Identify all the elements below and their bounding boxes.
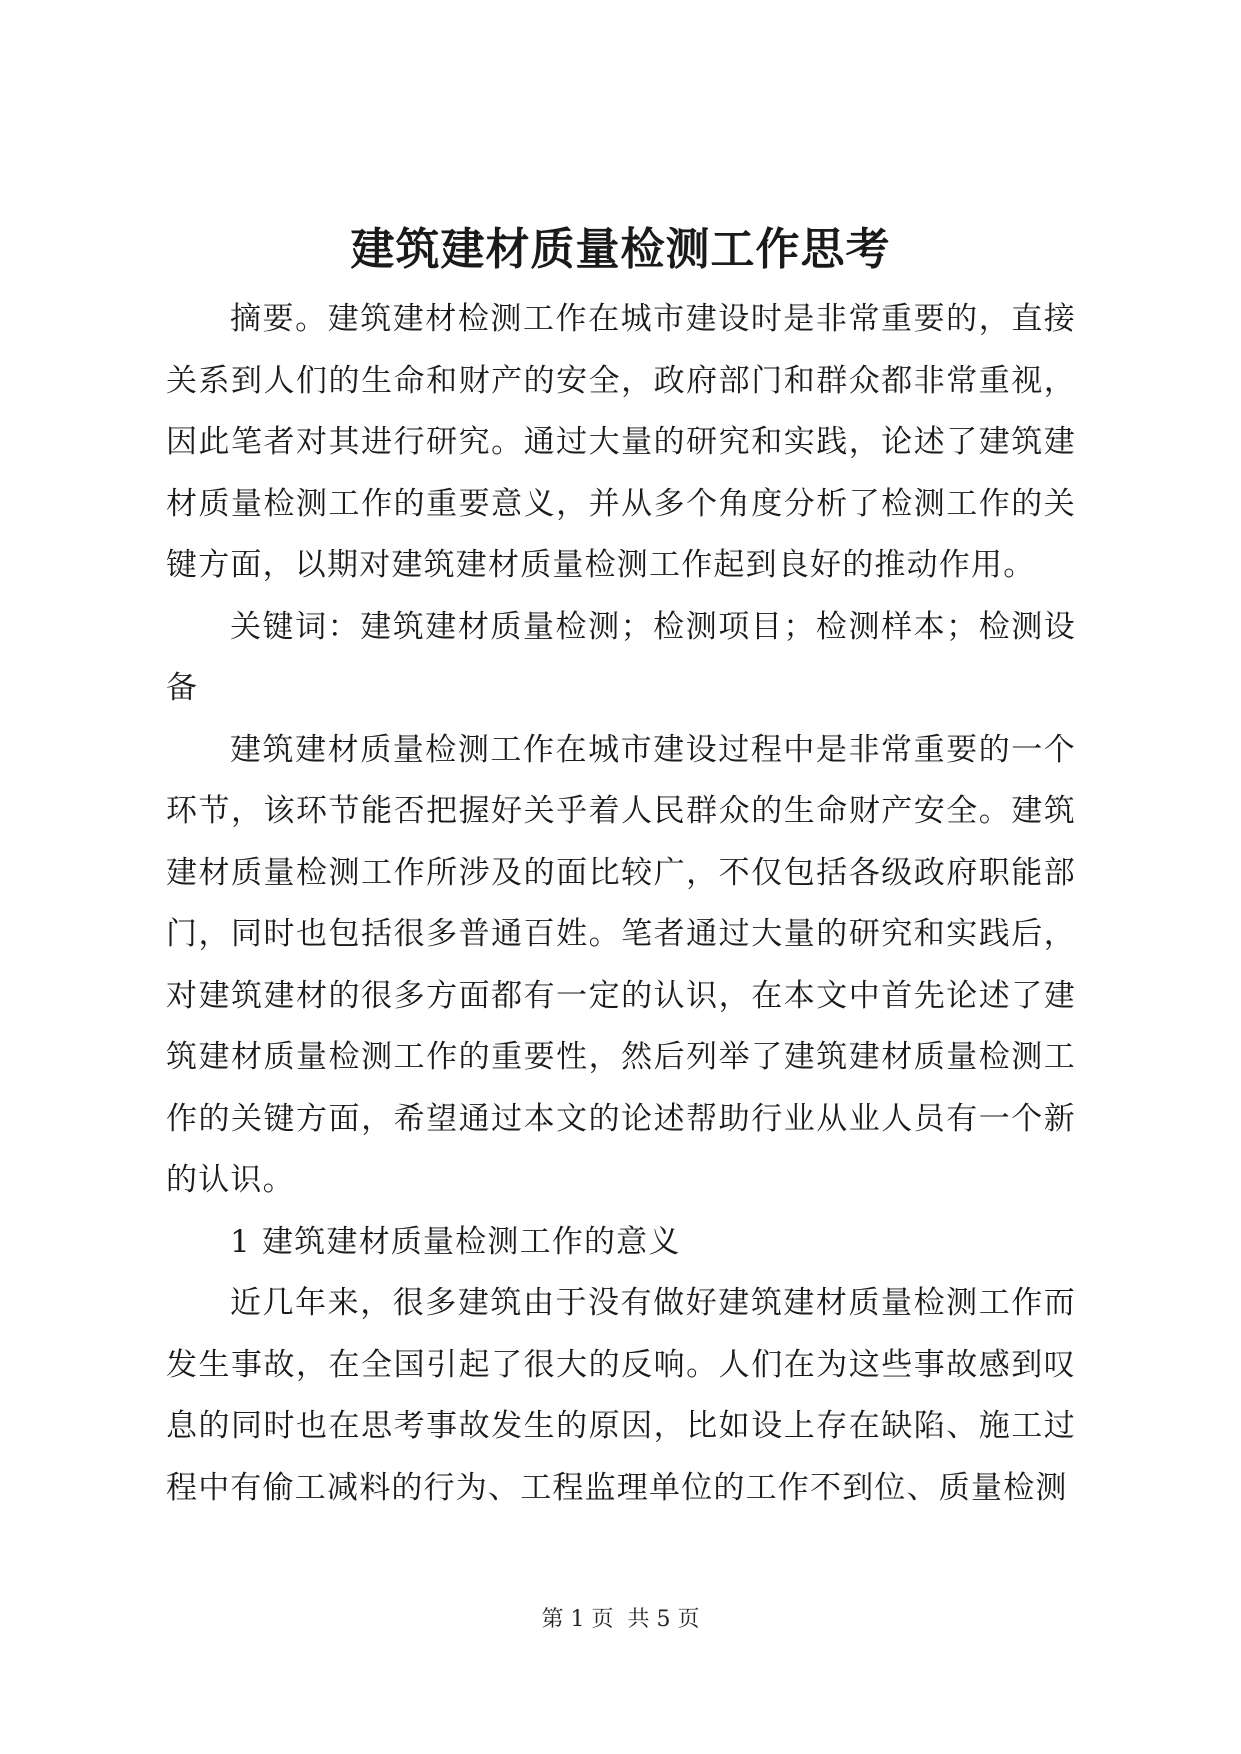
keywords-paragraph: 关键词：建筑建材质量检测；检测项目；检测样本；检测设备	[166, 608, 1076, 706]
page-footer	[0, 1605, 1241, 1635]
intro-paragraph: 建筑建材质量检测工作在城市建设过程中是非常重要的一个环节，该环节能否把握好关乎着人民群众的生命财产安全。建筑建材质量检测工作所涉及的面比较广，不仅包括各级政府职能部门，同时也包括很多普通百姓。笔者通过大量的研究和实践后，对建筑建材的很多方面都有一定的认识，在本文中首先论述了建筑建材质量检测工作的重要性，然后列举了建筑建材质量检测工作的关键方面，希望通过本文的论述帮助行业从业人员有一个新的认识。	[166, 731, 1076, 1198]
section-paragraph: 近几年来，很多建筑由于没有做好建筑建材质量检测工作而发生事故，在全国引起了很大的反响。人们在为这些事故感到叹息的同时也在思考事故发生的原因，比如设上存在缺陷、施工过程中有偷工减料的行为、工程监理单位的工作不到位、质量检测	[166, 1285, 1076, 1506]
document-title: 建筑建材质量检测工作思考	[350, 224, 891, 275]
document-body	[166, 289, 1076, 1519]
section-heading: 1 建筑建材质量检测工作的意义	[230, 1223, 681, 1260]
page-number: 第 1 页 共 5 页	[541, 1607, 700, 1632]
abstract-paragraph: 摘要。建筑建材检测工作在城市建设时是非常重要的，直接关系到人们的生命和财产的安全，政府部门和群众都非常重视，因此笔者对其进行研究。通过大量的研究和实践，论述了建筑建材质量检测工作的重要意义，并从多个角度分析了检测工作的关键方面，以期对建筑建材质量检测工作起到良好的推动作用。	[166, 301, 1076, 583]
